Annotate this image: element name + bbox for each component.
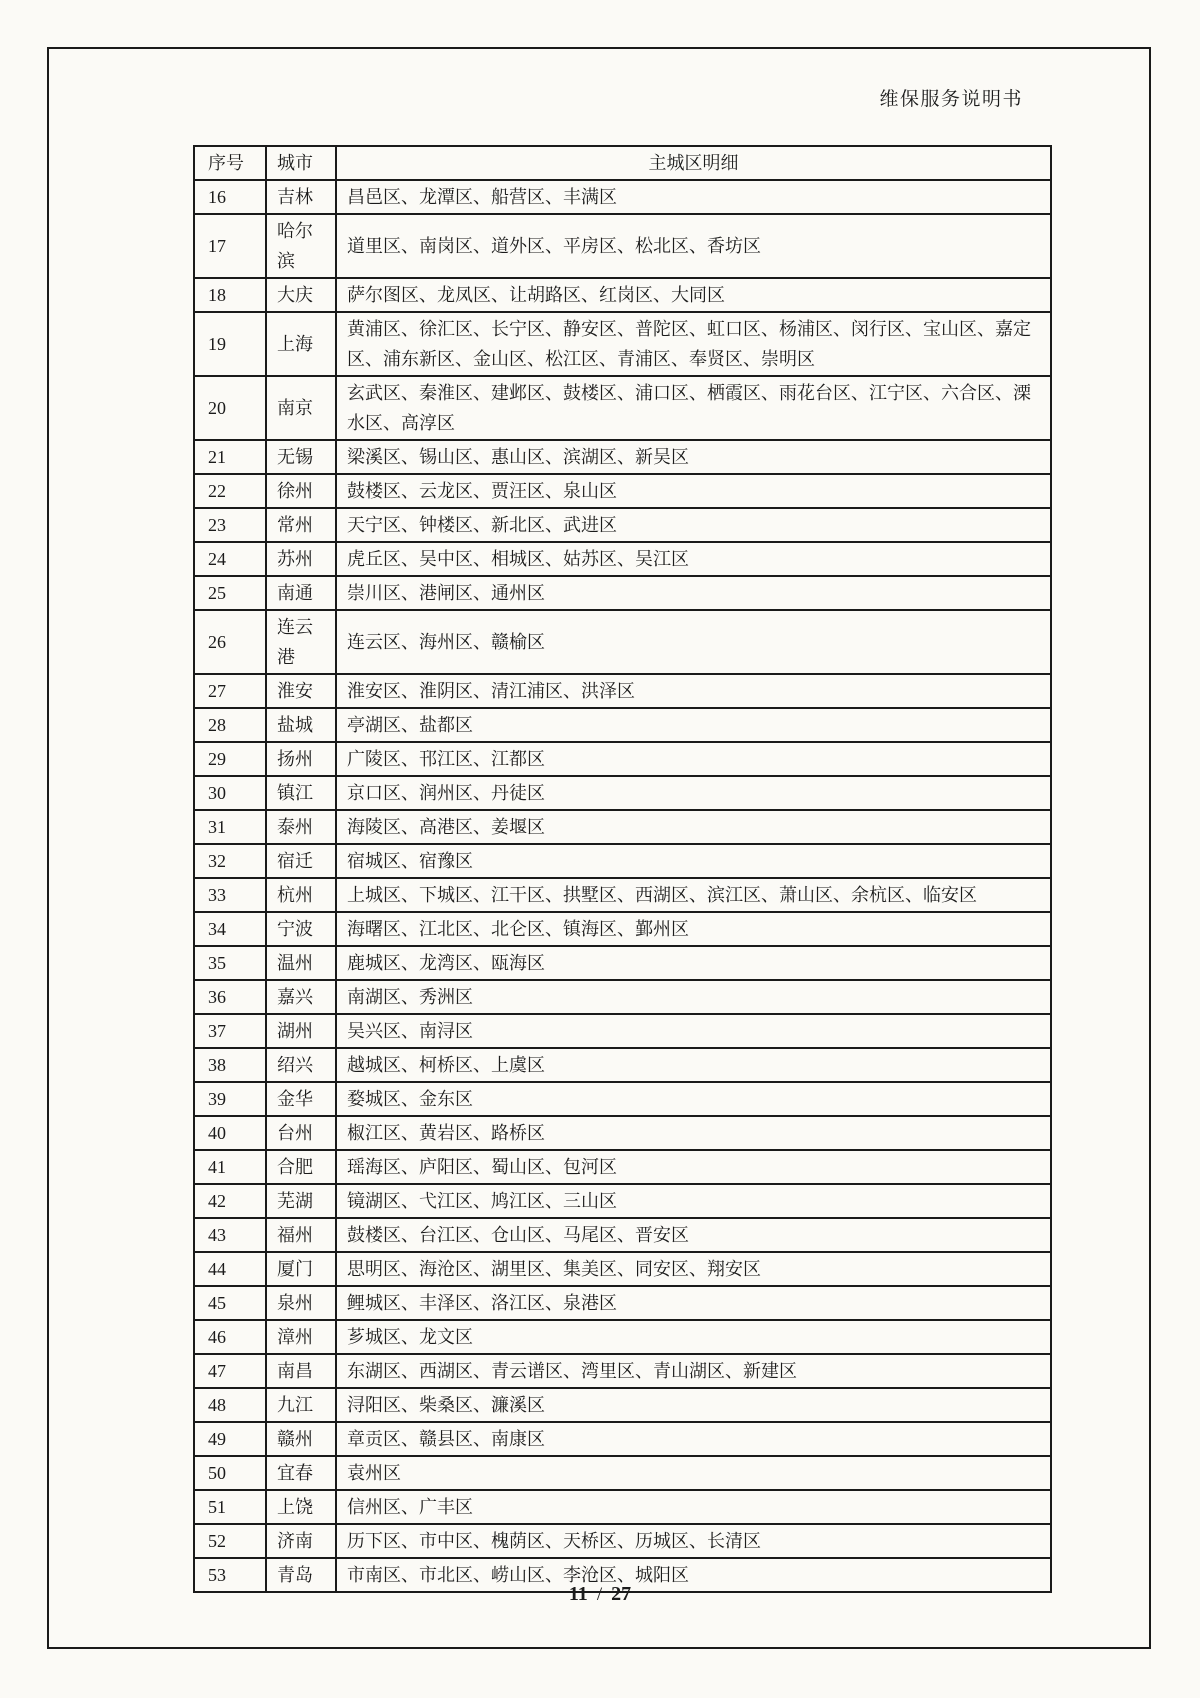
districts-cell: 连云区、海州区、赣榆区: [336, 610, 1051, 674]
table-row: [194, 376, 1051, 440]
table-row: [194, 1014, 1051, 1048]
table-row: [194, 312, 1051, 376]
city-cell: 嘉兴: [266, 980, 336, 1014]
city-cell: 合肥: [266, 1150, 336, 1184]
row-number-cell: 33: [194, 878, 266, 912]
city-cell: 宁波: [266, 912, 336, 946]
districts-cell: 虎丘区、吴中区、相城区、姑苏区、吴江区: [336, 542, 1051, 576]
col-header-districts: 主城区明细: [336, 146, 1051, 180]
districts-cell: 婺城区、金东区: [336, 1082, 1051, 1116]
districts-cell: 萨尔图区、龙凤区、让胡路区、红岗区、大同区: [336, 278, 1051, 312]
row-number-cell: 44: [194, 1252, 266, 1286]
row-number-cell: 47: [194, 1354, 266, 1388]
table-row: [194, 1082, 1051, 1116]
table-row: [194, 1320, 1051, 1354]
table-row: [194, 1524, 1051, 1558]
city-cell: 上海: [266, 312, 336, 376]
row-number-cell: 17: [194, 214, 266, 278]
row-number-cell: 35: [194, 946, 266, 980]
table-row: [194, 1490, 1051, 1524]
row-number-cell: 31: [194, 810, 266, 844]
districts-cell: 崇川区、港闸区、通州区: [336, 576, 1051, 610]
districts-cell: 玄武区、秦淮区、建邺区、鼓楼区、浦口区、栖霞区、雨花台区、江宁区、六合区、溧水区、高淳区: [336, 376, 1051, 440]
table-row: [194, 810, 1051, 844]
table-row: [194, 708, 1051, 742]
col-header-no: 序号: [194, 146, 266, 180]
city-cell: 盐城: [266, 708, 336, 742]
districts-cell: 鼓楼区、台江区、仓山区、马尾区、晋安区: [336, 1218, 1051, 1252]
districts-cell: 袁州区: [336, 1456, 1051, 1490]
table-row: [194, 576, 1051, 610]
table-body: [194, 180, 1051, 1592]
city-cell: 济南: [266, 1524, 336, 1558]
table-row: [194, 912, 1051, 946]
city-cell: 泉州: [266, 1286, 336, 1320]
row-number-cell: 51: [194, 1490, 266, 1524]
table-row: [194, 440, 1051, 474]
city-cell: 南昌: [266, 1354, 336, 1388]
city-cell: 绍兴: [266, 1048, 336, 1082]
city-cell: 福州: [266, 1218, 336, 1252]
row-number-cell: 19: [194, 312, 266, 376]
table-row: [194, 1422, 1051, 1456]
city-cell: 常州: [266, 508, 336, 542]
row-number-cell: 32: [194, 844, 266, 878]
table-header-row: [194, 146, 1051, 180]
row-number-cell: 24: [194, 542, 266, 576]
table-row: [194, 474, 1051, 508]
table-row: [194, 180, 1051, 214]
city-cell: 扬州: [266, 742, 336, 776]
table-row: [194, 1218, 1051, 1252]
row-number-cell: 25: [194, 576, 266, 610]
city-cell: 芜湖: [266, 1184, 336, 1218]
table-row: [194, 1048, 1051, 1082]
city-cell: 九江: [266, 1388, 336, 1422]
row-number-cell: 26: [194, 610, 266, 674]
city-cell: 镇江: [266, 776, 336, 810]
city-cell: 哈尔滨: [266, 214, 336, 278]
city-cell: 上饶: [266, 1490, 336, 1524]
page-number-total: 27: [611, 1583, 632, 1605]
row-number-cell: 30: [194, 776, 266, 810]
districts-cell: 市南区、市北区、崂山区、李沧区、城阳区: [336, 1558, 1051, 1592]
table-row: [194, 1252, 1051, 1286]
city-cell: 湖州: [266, 1014, 336, 1048]
districts-cell: 思明区、海沧区、湖里区、集美区、同安区、翔安区: [336, 1252, 1051, 1286]
districts-cell: 越城区、柯桥区、上虞区: [336, 1048, 1051, 1082]
city-cell: 温州: [266, 946, 336, 980]
districts-cell: 吴兴区、南浔区: [336, 1014, 1051, 1048]
districts-cell: 南湖区、秀洲区: [336, 980, 1051, 1014]
row-number-cell: 28: [194, 708, 266, 742]
districts-cell: 海曙区、江北区、北仑区、镇海区、鄞州区: [336, 912, 1051, 946]
row-number-cell: 52: [194, 1524, 266, 1558]
row-number-cell: 48: [194, 1388, 266, 1422]
table-row: [194, 1456, 1051, 1490]
row-number-cell: 43: [194, 1218, 266, 1252]
districts-cell: 鼓楼区、云龙区、贾汪区、泉山区: [336, 474, 1051, 508]
row-number-cell: 27: [194, 674, 266, 708]
row-number-cell: 29: [194, 742, 266, 776]
row-number-cell: 42: [194, 1184, 266, 1218]
city-cell: 漳州: [266, 1320, 336, 1354]
row-number-cell: 34: [194, 912, 266, 946]
row-number-cell: 23: [194, 508, 266, 542]
row-number-cell: 20: [194, 376, 266, 440]
city-cell: 连云港: [266, 610, 336, 674]
districts-cell: 浔阳区、柴桑区、濂溪区: [336, 1388, 1051, 1422]
row-number-cell: 22: [194, 474, 266, 508]
districts-cell: 章贡区、赣县区、南康区: [336, 1422, 1051, 1456]
doc-header-title: 维保服务说明书: [879, 89, 1023, 110]
table-row: [194, 980, 1051, 1014]
districts-cell: 瑶海区、庐阳区、蜀山区、包河区: [336, 1150, 1051, 1184]
districts-cell: 道里区、南岗区、道外区、平房区、松北区、香坊区: [336, 214, 1051, 278]
districts-cell: 海陵区、高港区、姜堰区: [336, 810, 1051, 844]
city-cell: 大庆: [266, 278, 336, 312]
districts-cell: 亭湖区、盐都区: [336, 708, 1051, 742]
table-row: [194, 508, 1051, 542]
row-number-cell: 49: [194, 1422, 266, 1456]
row-number-cell: 53: [194, 1558, 266, 1592]
row-number-cell: 45: [194, 1286, 266, 1320]
districts-cell: 广陵区、邗江区、江都区: [336, 742, 1051, 776]
districts-cell: 黄浦区、徐汇区、长宁区、静安区、普陀区、虹口区、杨浦区、闵行区、宝山区、嘉定区、浦东新区、金山区、松江区、青浦区、奉贤区、崇明区: [336, 312, 1051, 376]
districts-cell: 上城区、下城区、江干区、拱墅区、西湖区、滨江区、萧山区、余杭区、临安区: [336, 878, 1051, 912]
row-number-cell: 16: [194, 180, 266, 214]
districts-table: [193, 145, 1052, 1593]
table-row: [194, 742, 1051, 776]
city-cell: 宿迁: [266, 844, 336, 878]
city-cell: 杭州: [266, 878, 336, 912]
city-cell: 宜春: [266, 1456, 336, 1490]
table-row: [194, 1354, 1051, 1388]
districts-cell: 淮安区、淮阴区、清江浦区、洪泽区: [336, 674, 1051, 708]
row-number-cell: 41: [194, 1150, 266, 1184]
city-cell: 赣州: [266, 1422, 336, 1456]
districts-cell: 梁溪区、锡山区、惠山区、滨湖区、新吴区: [336, 440, 1051, 474]
table-row: [194, 878, 1051, 912]
city-cell: 台州: [266, 1116, 336, 1150]
table-row: [194, 844, 1051, 878]
city-cell: 无锡: [266, 440, 336, 474]
table-row: [194, 1388, 1051, 1422]
districts-cell: 东湖区、西湖区、青云谱区、湾里区、青山湖区、新建区: [336, 1354, 1051, 1388]
row-number-cell: 36: [194, 980, 266, 1014]
table-row: [194, 1150, 1051, 1184]
row-number-cell: 18: [194, 278, 266, 312]
row-number-cell: 38: [194, 1048, 266, 1082]
city-cell: 苏州: [266, 542, 336, 576]
city-cell: 徐州: [266, 474, 336, 508]
districts-cell: 鹿城区、龙湾区、瓯海区: [336, 946, 1051, 980]
row-number-cell: 46: [194, 1320, 266, 1354]
districts-cell: 天宁区、钟楼区、新北区、武进区: [336, 508, 1051, 542]
districts-cell: 芗城区、龙文区: [336, 1320, 1051, 1354]
city-cell: 金华: [266, 1082, 336, 1116]
page-number-current: 11: [568, 1583, 588, 1605]
districts-cell: 椒江区、黄岩区、路桥区: [336, 1116, 1051, 1150]
districts-cell: 鲤城区、丰泽区、洛江区、泉港区: [336, 1286, 1051, 1320]
table-row: [194, 214, 1051, 278]
table-row: [194, 1286, 1051, 1320]
row-number-cell: 37: [194, 1014, 266, 1048]
districts-cell: 京口区、润州区、丹徒区: [336, 776, 1051, 810]
page-footer: [48, 1583, 1152, 1606]
city-cell: 厦门: [266, 1252, 336, 1286]
city-cell: 青岛: [266, 1558, 336, 1592]
table-row: [194, 946, 1051, 980]
districts-cell: 信州区、广丰区: [336, 1490, 1051, 1524]
table-row: [194, 610, 1051, 674]
districts-cell: 昌邑区、龙潭区、船营区、丰满区: [336, 180, 1051, 214]
page-number-separator: /: [596, 1584, 603, 1605]
table-row: [194, 278, 1051, 312]
table-row: [194, 776, 1051, 810]
row-number-cell: 21: [194, 440, 266, 474]
city-cell: 泰州: [266, 810, 336, 844]
city-cell: 吉林: [266, 180, 336, 214]
districts-cell: 镜湖区、弋江区、鸠江区、三山区: [336, 1184, 1051, 1218]
row-number-cell: 50: [194, 1456, 266, 1490]
table-row: [194, 1116, 1051, 1150]
row-number-cell: 40: [194, 1116, 266, 1150]
districts-cell: 宿城区、宿豫区: [336, 844, 1051, 878]
col-header-city: 城市: [266, 146, 336, 180]
districts-cell: 历下区、市中区、槐荫区、天桥区、历城区、长清区: [336, 1524, 1051, 1558]
city-cell: 淮安: [266, 674, 336, 708]
table-row: [194, 674, 1051, 708]
city-cell: 南通: [266, 576, 336, 610]
table-row: [194, 542, 1051, 576]
row-number-cell: 39: [194, 1082, 266, 1116]
table-row: [194, 1184, 1051, 1218]
city-cell: 南京: [266, 376, 336, 440]
